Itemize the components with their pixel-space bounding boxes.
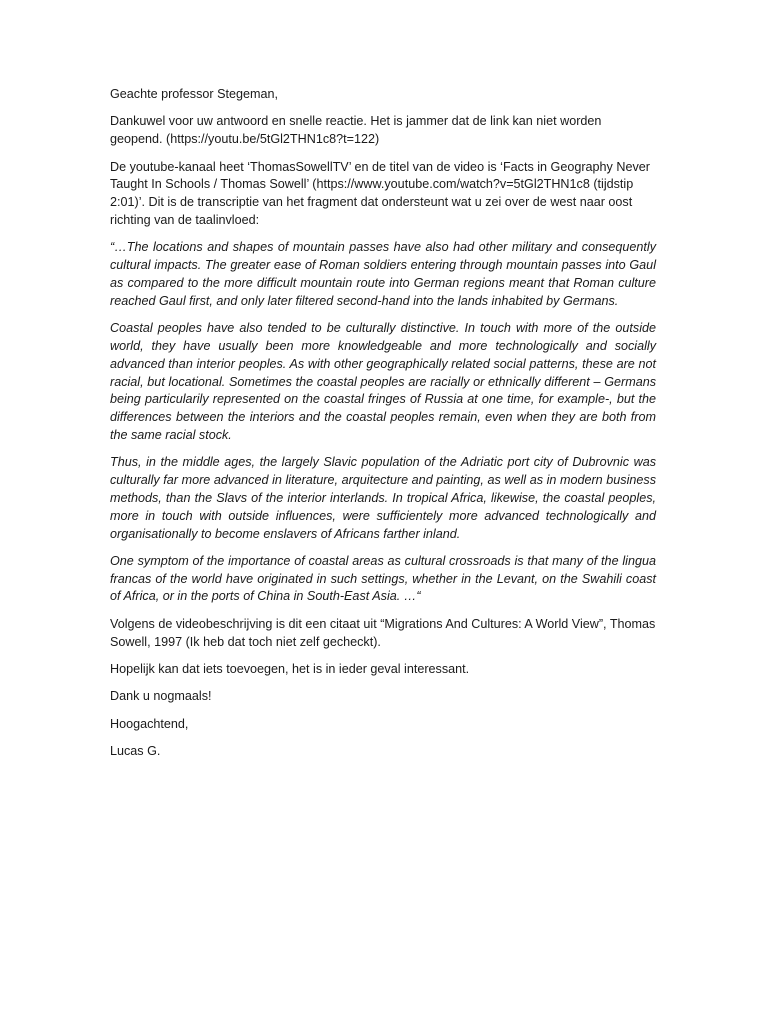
quote-lingua-francas: One symptom of the importance of coastal areas as cultural crossroads is that many of the lingua francas of the world have originated in such settings, whether in the Levant, on the Swahili coast of Africa, or in the ports of China in South-East Asia. …“ [110, 553, 656, 604]
quote-dubrovnic: Thus, in the middle ages, the largely Slavic population of the Adriatic port city of Dubrovnic was culturally far more advanced in literature, arquitecture and painting, as well as in modern business methods, than the Slavs of the interior interlands. In tropical Africa, likewise, the coastal peoples, more in touch with outside influences, were sufficientely more advanced technologically and organisationally to become enslavers of Africans farther inland. [110, 455, 656, 541]
signature: Lucas G. [110, 744, 161, 759]
paragraph-video-info: De youtube-kanaal heet ‘ThomasSowellTV’ en de titel van de video is ‘Facts in Geography Never Taught In Schools / Thomas Sowell’ (https://www.youtube.com/watch?v=5tGl2THN1c8 (tijdstip 2:01)’. Dit is de transcriptie van het fragment dat ondersteunt wat u zei over de west naar oost richting van de taalinvloed: [110, 159, 650, 227]
paragraph-source: Volgens de videobeschrijving is dit een citaat uit “Migrations And Cultures: A World View”, Thomas Sowell, 1997 (Ik heb dat toch niet zelf gecheckt). [110, 616, 656, 649]
paragraph-thanks: Dankuwel voor uw antwoord en snelle reactie. Het is jammer dat de link kan niet worden geopend. (https://youtu.be/5tGl2THN1c8?t=122) [110, 114, 602, 147]
letter-body [110, 86, 656, 771]
closing: Hoogachtend, [110, 716, 189, 731]
quote-coastal-peoples: Coastal peoples have also tended to be culturally distinctive. In touch with more of the outside world, they have usually been more knowledgeable and more technologically and socially advanced than interior peoples. As with other geographically related social patterns, these are not racial, but locational. Sometimes the coastal peoples are racially or ethnically different – Germans being particularily represented on the coastal fringes of Russia at one time, for example-, but the differences between the interiors and the coastal peoples remain, even when they are both from the same racial stock. [110, 321, 656, 442]
salutation: Geachte professor Stegeman, [110, 87, 279, 101]
paragraph-thanks-again: Dank u nogmaals! [110, 689, 212, 704]
paragraph-hope: Hopelijk kan dat iets toevoegen, het is in ieder geval interessant. [110, 662, 470, 677]
quote-mountain-passes: “…The locations and shapes of mountain passes have also had other military and consequently cultural impacts. The greater ease of Roman soldiers entering through mountain passes into Gaul as compared to the more difficult mountain route into German regions meant that Roman culture reached Gaul first, and only later filtered second-hand into the lands inhabited by Germans. [110, 240, 656, 308]
